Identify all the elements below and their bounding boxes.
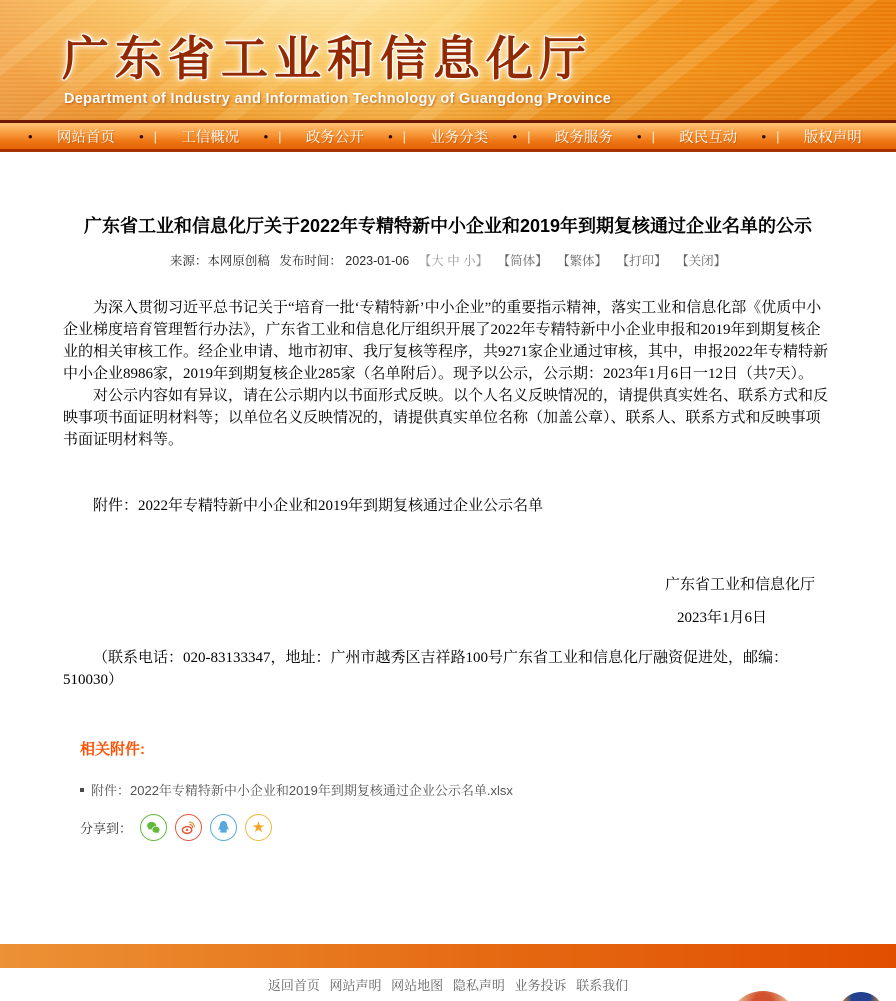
footer-bar	[0, 944, 896, 968]
article-title: 广东省工业和信息化厅关于2022年专精特新中小企业和2019年到期复核通过企业名单的公示	[83, 216, 813, 236]
footer-link-sitemap[interactable]: 网站地图	[391, 978, 444, 993]
nav-sep-dot: •	[761, 128, 767, 144]
share-label: 分享到：	[80, 821, 133, 836]
signature: 广东省工业和信息化厅	[664, 577, 815, 593]
wechat-share-icon[interactable]	[140, 814, 167, 841]
nav-item-home[interactable]: 网站首页	[56, 129, 115, 146]
nav-sep-pipe: |	[527, 128, 531, 144]
related-attachments-heading: 相关附件:	[80, 741, 145, 758]
nav-separator	[388, 129, 406, 144]
paragraph: 为深入贯彻习近平总书记关于“培育一批‘专精特新’中小企业”的重要指示精神，落实工业和信息化部《优质中小企业梯度培育管理暂行办法》，广东省工业和信息化厅组织开展了2022年专精特新中小企业申报和2019年到期复核企业的相关审核工作。经企业申请、地市初审、我厅复核等程序，共9271家企业通过审核，其中，申报2022年专精特新中小企业8986家，2019年到期复核企业285家（名单附后）。现予以公示，公示期：2023年1月6日一12日（共7天）。	[63, 300, 829, 382]
traditional-button[interactable]: 【繁体】	[557, 254, 608, 268]
nav-sep-dot: •	[263, 128, 269, 144]
simplified-button[interactable]: 【简体】	[497, 254, 548, 268]
nav-item-business[interactable]: 业务分类	[430, 129, 489, 146]
share-row	[63, 814, 833, 841]
qq-icon	[215, 819, 232, 836]
font-size-control[interactable]: 【大 中 小】	[418, 254, 489, 268]
article-body	[63, 297, 833, 691]
attachment-line: 附件：2022年专精特新中小企业和2019年到期复核通过企业公示名单	[93, 498, 544, 514]
footer-link-contact[interactable]: 联系我们	[576, 978, 629, 993]
nav-sep-dot: •	[388, 128, 393, 144]
nav-sep-dot: •	[637, 128, 642, 144]
nav-sep-dot: •	[139, 128, 144, 144]
wechat-icon	[145, 819, 162, 836]
qzone-star-icon: ★	[251, 819, 266, 836]
meta-publish-time: 发布时间： 2023-01-06	[279, 254, 410, 268]
nav-sep-pipe: |	[776, 128, 780, 144]
nav-sep-pipe: |	[153, 128, 158, 144]
contact-info: （联系电话：020-83133347，地址：广州市越秀区吉祥路100号广东省工业和信息化厅融资促进处，邮编：510030）	[63, 650, 788, 688]
header-banner	[0, 0, 896, 120]
nav-sep-pipe: |	[402, 128, 407, 144]
weibo-share-icon[interactable]	[175, 814, 202, 841]
nav-separator	[513, 129, 531, 144]
nav-item-overview[interactable]: 工信概况	[181, 129, 240, 146]
nav-item-copyright[interactable]: 版权声明	[803, 129, 862, 146]
site-title: 广东省工业和信息化厅	[62, 32, 592, 85]
nav-separator	[762, 129, 780, 144]
nav-separator	[139, 129, 157, 144]
close-button[interactable]: 【关闭】	[676, 254, 727, 268]
nav-separator	[264, 129, 282, 144]
nav-sep-dot: •	[512, 128, 518, 144]
paragraph: 对公示内容如有异议，请在公示期内以书面形式反映。以个人名义反映情况的，请提供真实姓名、联系方式和反映事项书面证明材料等；以单位名义反映情况的，请提供真实单位名称（加盖公章）、联系人、联系方式和反映事项书面证明材料等。	[63, 388, 829, 448]
weibo-icon	[180, 819, 197, 836]
site-subtitle: Department of Industry and Information Technology of Guangdong Province	[64, 91, 612, 107]
nav-lead-dot: •	[28, 128, 33, 144]
nav-sep-pipe: |	[278, 128, 282, 144]
nav-item-gov-affairs[interactable]: 政务公开	[305, 129, 364, 146]
nav-item-services[interactable]: 政务服务	[554, 129, 613, 146]
article-content	[0, 213, 896, 841]
footer-link-complaint[interactable]: 业务投诉	[514, 978, 567, 993]
attachment-link-label: 附件：2022年专精特新中小企业和2019年到期复核通过企业公示名单.xlsx	[91, 783, 513, 798]
main-nav	[0, 120, 896, 152]
qzone-share-icon[interactable]	[245, 814, 272, 841]
signature-date: 2023年1月6日	[676, 610, 767, 626]
footer-link-privacy[interactable]: 隐私声明	[452, 978, 505, 993]
footer-link-home[interactable]: 返回首页	[267, 978, 320, 993]
nav-item-interaction[interactable]: 政民互动	[679, 129, 738, 146]
qq-share-icon[interactable]	[210, 814, 237, 841]
nav-separator	[637, 129, 655, 144]
nav-sep-pipe: |	[651, 128, 655, 144]
article-meta	[63, 251, 833, 269]
attachment-link[interactable]	[63, 780, 833, 799]
print-button[interactable]: 【打印】	[616, 254, 667, 268]
bullet-icon	[80, 788, 84, 792]
footer-link-statement[interactable]: 网站声明	[329, 978, 382, 993]
meta-source: 来源：本网原创稿	[169, 254, 270, 268]
